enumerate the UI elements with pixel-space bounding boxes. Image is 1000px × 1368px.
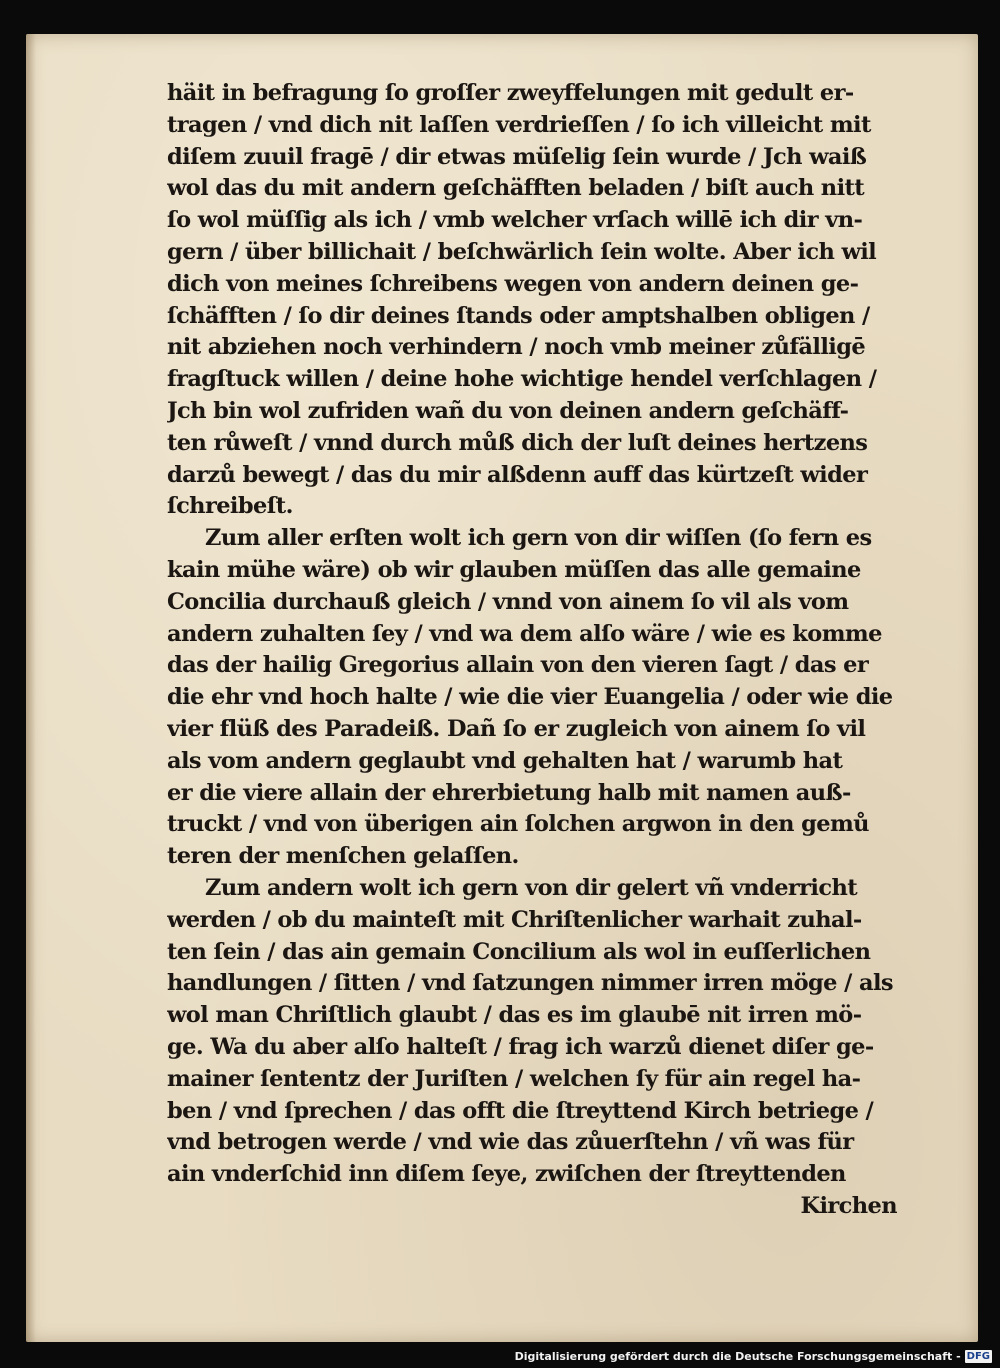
text-line: dich von meines ſchreibens wegen von andern deinen ge-	[167, 270, 859, 297]
page-binding-shadow	[26, 34, 36, 1342]
text-line: häit in befragung ſo groſſer zweyffelungen mit gedult er-	[167, 80, 854, 106]
text-line: fragſtuck willen / deine hohe wichtige hendel verſchlagen /	[167, 366, 877, 393]
text-line: diſem zuuil fragē / dir etwas müſelig ſein wurde / Jch waiß	[167, 143, 867, 170]
text-line: tragen / vnd dich nit laſſen verdrieſſen / ſo ich villeicht mit	[167, 111, 871, 138]
text-line: nit abziehen noch verhindern / noch vmb meiner zůfälligē	[167, 334, 866, 361]
text-line: ſchäfften / ſo dir deines ſtands oder amptshalben obligen /	[167, 302, 870, 329]
text-line: Concilia durchauß gleich / vnnd von ainem ſo vil als vom	[167, 588, 849, 615]
text-line: ben / vnd ſprechen / das offt die ſtreyttend Kirch betriege /	[167, 1097, 874, 1124]
dfg-logo: DFG	[966, 1350, 990, 1362]
text-line: Kirchen	[800, 1192, 897, 1219]
text-line: darzů bewegt / das du mir alßdenn auff das kürtzeſt wider	[167, 461, 868, 488]
text-line: ſo wol müſſig als ich / vmb welcher vrſach willē ich dir vn-	[167, 207, 863, 234]
text-line: die ehr vnd hoch halte / wie die vier Euangelia / oder wie die	[167, 684, 893, 711]
text-line: andern zuhalten ſey / vnd wa dem alſo wäre / wie es komme	[167, 620, 882, 647]
text-line: als vom andern geglaubt vnd gehalten hat / warumb hat	[167, 747, 843, 774]
text-line: ſchreibeſt.	[167, 493, 293, 520]
funding-note: Digitalisierung gefördert durch die Deutsche Forschungsgemeinschaft -	[514, 1349, 961, 1363]
page-text-block	[167, 78, 897, 1223]
text-line: das der hailig Gregorius allain von den vieren ſagt / das er	[167, 652, 869, 679]
text-line: vnd betrogen werde / vnd wie das zůuerſtehn / vñ was für	[167, 1129, 854, 1156]
footer-credit	[515, 1347, 992, 1365]
text-line: truckt / vnd von überigen ain ſolchen argwon in den gemů	[167, 811, 869, 838]
text-line: mainer ſententz der Juriſten / welchen ſy für ain regel ha-	[167, 1065, 861, 1092]
text-line: Zum andern wolt ich gern von dir gelert vñ vnderricht	[205, 874, 858, 901]
text-line: handlungen / ſitten / vnd ſatzungen nimmer irren möge / als	[167, 970, 893, 997]
text-line: er die viere allain der ehrerbietung halb mit namen auß-	[167, 779, 851, 806]
text-line: ain vnderſchid inn diſem ſeye, zwiſchen der ſtreyttenden	[167, 1161, 846, 1188]
text-line: ten růweſt / vnnd durch můß dich der luſt deines hertzens	[167, 429, 868, 456]
text-line: wol das du mit andern geſchäfften beladen / biſt auch nitt	[167, 175, 865, 202]
text-line: ge. Wa du aber alſo halteſt / frag ich warzů dienet diſer ge-	[167, 1033, 874, 1060]
text-line: kain mühe wäre) ob wir glauben müſſen das alle gemaine	[167, 556, 861, 583]
text-line: vier flüß des Paradeiß. Dañ ſo er zugleich von ainem ſo vil	[167, 715, 866, 742]
text-line: Zum aller erſten wolt ich gern von dir wiſſen (ſo fern es	[205, 525, 872, 552]
text-line: Jch bin wol zufriden wañ du von deinen andern geſchäff-	[167, 397, 849, 424]
text-line: gern / über billichait / beſchwärlich ſein wolte. Aber ich wil	[167, 238, 877, 265]
text-line: wol man Chriſtlich glaubt / das es im glaubē nit irren mö-	[167, 1002, 862, 1029]
text-line: teren der menſchen gelaſſen.	[167, 843, 519, 870]
text-line: werden / ob du mainteſt mit Chriſtenlicher warhait zuhal-	[167, 906, 862, 933]
text-line: ten ſein / das ain gemain Concilium als wol in euſſerlichen	[167, 938, 871, 965]
